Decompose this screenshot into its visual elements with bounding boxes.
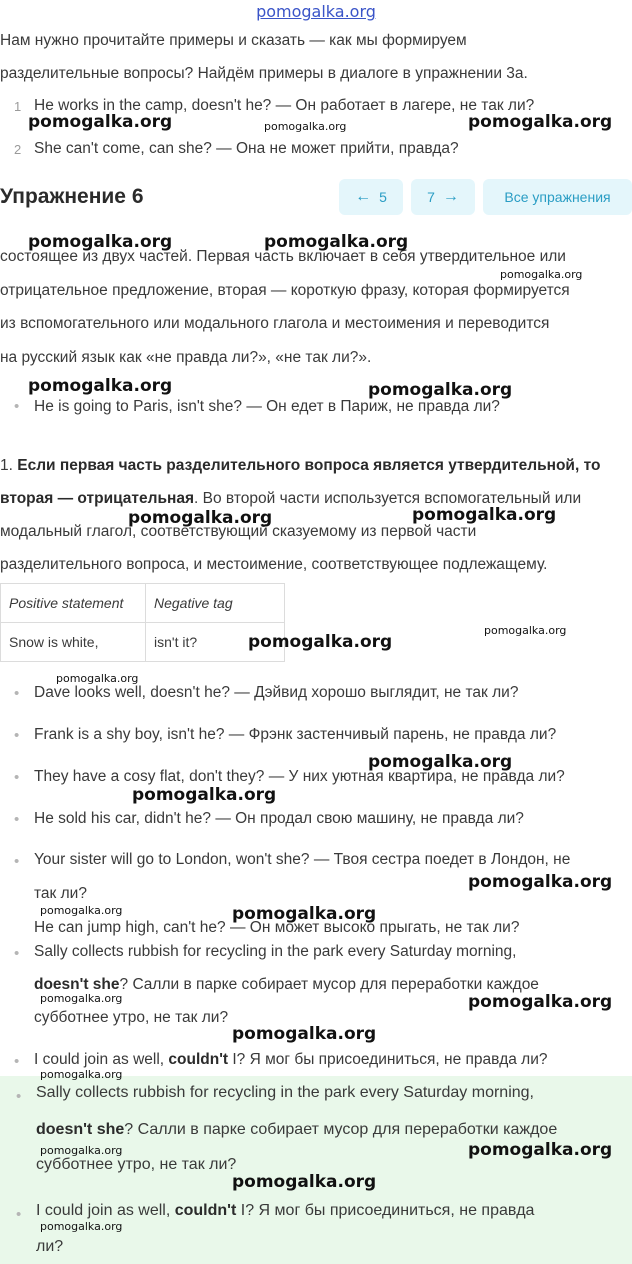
rule-text-2: . Во второй части используется вспомогательный или xyxy=(194,490,582,507)
rule-1-line-4: разделительного вопроса, и местоимение, соответствующее подлежащему. xyxy=(0,556,548,573)
watermark: pomogalka.org xyxy=(40,992,123,1005)
table-header-cell: Positive statement xyxy=(1,584,146,623)
answer-join-text: I could join as well, xyxy=(36,1202,175,1219)
table-header-cell: Negative tag xyxy=(146,584,285,623)
answer-join-tag: couldn't xyxy=(174,1202,237,1219)
watermark: pomogalka.org xyxy=(56,672,139,685)
watermark: pomogalka.org xyxy=(128,508,273,528)
example-number: 2 xyxy=(14,142,22,157)
watermark: pomogalka.org xyxy=(28,112,173,132)
list-item: Your sister will go to London, won't she? — Твоя сестра поедет в Лондон, не xyxy=(34,851,571,868)
watermark: pomogalka.org xyxy=(264,120,347,133)
theory-line-2: отрицательное предложение, вторая — короткую фразу, которая формируется xyxy=(0,282,570,299)
join-line xyxy=(34,1051,548,1069)
join-text: I could join as well, xyxy=(34,1051,169,1068)
bullet-icon: • xyxy=(14,398,20,415)
list-item: He sold his car, didn't he? — Он продал свою машину, не правда ли? xyxy=(34,810,524,827)
watermark: pomogalka.org xyxy=(500,268,583,281)
rule-bold-2: вторая — отрицательная xyxy=(0,490,195,507)
bullet-icon: • xyxy=(14,853,20,870)
watermark: pomogalka.org xyxy=(232,1024,377,1044)
watermark: pomogalka.org xyxy=(484,624,567,637)
intro-line-2: разделительные вопросы? Найдём примеры в диалоге в упражнении 3а. xyxy=(0,65,528,82)
answer-sally-line-3: субботнее утро, не так ли? xyxy=(36,1156,237,1173)
theory-line-1: состоящее из двух частей. Первая часть включает в себя утвердительное или xyxy=(0,248,566,265)
answer-join-translation: I? Я мог бы присоединиться, не правда xyxy=(236,1202,535,1219)
watermark: pomogalka.org xyxy=(468,872,613,892)
answer-box xyxy=(0,1076,632,1264)
watermark: pomogalka.org xyxy=(412,505,557,525)
watermark: pomogalka.org xyxy=(264,232,409,252)
theory-line-4: на русский язык как «не правда ли?», «не так ли?». xyxy=(0,349,372,366)
watermark: pomogalka.org xyxy=(28,376,173,396)
bullet-icon: • xyxy=(14,1053,20,1070)
all-exercises-label: Все упражнения xyxy=(504,189,611,205)
watermark: pomogalka.org xyxy=(232,904,377,924)
list-item: Frank is a shy boy, isn't he? — Фрэнк застенчивый парень, не правда ли? xyxy=(34,726,557,743)
answer-join-line-2: ли? xyxy=(36,1238,64,1255)
theory-example: He is going to Paris, isn't she? — Он едет в Париж, не правда ли? xyxy=(34,398,500,415)
watermark: pomogalka.org xyxy=(132,785,277,805)
table-header-row xyxy=(1,584,285,623)
all-exercises-button[interactable] xyxy=(483,179,632,215)
answer-join-line-1 xyxy=(36,1202,534,1220)
answer-sally-line-2 xyxy=(36,1121,557,1139)
bullet-icon: • xyxy=(16,1088,22,1105)
watermark: pomogalka.org xyxy=(40,904,123,917)
exercise-title: Упражнение 6 xyxy=(0,185,144,208)
next-exercise-label: 7 xyxy=(427,189,435,205)
table-cell: Snow is white, xyxy=(1,623,146,662)
bullet-icon: • xyxy=(14,769,20,786)
watermark: pomogalka.org xyxy=(468,112,613,132)
rule-1-line-1 xyxy=(0,457,600,475)
list-item: They have a cosy flat, don't they? — У них уютная квартира, не правда ли? xyxy=(34,768,565,785)
watermark: pomogalka.org xyxy=(368,752,513,772)
theory-line-3: из вспомогательного или модального глагола и местоимения и переводится xyxy=(0,315,550,332)
sally-line-3: субботнее утро, не так ли? xyxy=(34,1009,229,1026)
table-row xyxy=(1,623,285,662)
bullet-icon: • xyxy=(14,685,20,702)
rule-number: 1. xyxy=(0,457,13,474)
list-item: He can jump high, can't he? — Он может высоко прыгать, не так ли? xyxy=(34,919,520,936)
rule-bold-1: Если первая часть разделительного вопроса является утвердительной, то xyxy=(17,457,601,474)
bullet-icon: • xyxy=(14,811,20,828)
example-number: 1 xyxy=(14,99,22,114)
arrow-left-icon: ← xyxy=(355,188,372,205)
prev-exercise-button[interactable] xyxy=(339,179,403,215)
sally-translation: ? Салли в парке собирает мусор для переработки каждое xyxy=(119,976,539,993)
bullet-icon: • xyxy=(14,945,20,962)
list-item: Dave looks well, doesn't he? — Дэйвид хорошо выглядит, не так ли? xyxy=(34,684,519,701)
bullet-icon: • xyxy=(14,727,20,744)
list-item-continued: так ли? xyxy=(34,885,87,902)
sally-tag: doesn't she xyxy=(34,976,120,993)
answer-sally-tag: doesn't she xyxy=(36,1121,125,1138)
watermark: pomogalka.org xyxy=(468,1140,613,1160)
sally-line-1: Sally collects rubbish for recycling in the park every Saturday morning, xyxy=(34,943,517,960)
watermark: pomogalka.org xyxy=(40,1068,123,1081)
site-title[interactable]: pomogalka.org xyxy=(256,2,376,21)
answer-sally-translation: ? Салли в парке собирает мусор для переработки каждое xyxy=(124,1121,558,1138)
watermark: pomogalka.org xyxy=(248,632,393,652)
bullet-icon: • xyxy=(16,1206,22,1223)
tag-table xyxy=(0,583,285,662)
prev-exercise-label: 5 xyxy=(379,189,387,205)
rule-1-line-3: модальный глагол, соответствующий сказуемому из первой части xyxy=(0,523,477,540)
join-translation: I? Я мог бы присоединиться, не правда ли? xyxy=(228,1051,548,1068)
arrow-right-icon: → xyxy=(442,188,459,205)
intro-example-2: She can't come, can she? — Она не может прийти, правда? xyxy=(34,140,459,157)
next-exercise-button[interactable] xyxy=(411,179,475,215)
answer-sally-line-1: Sally collects rubbish for recycling in the park every Saturday morning, xyxy=(36,1084,534,1101)
watermark: pomogalka.org xyxy=(468,992,613,1012)
watermark: pomogalka.org xyxy=(40,1220,123,1233)
watermark: pomogalka.org xyxy=(232,1172,377,1192)
watermark: pomogalka.org xyxy=(368,380,513,400)
join-tag: couldn't xyxy=(168,1051,229,1068)
watermark: pomogalka.org xyxy=(28,232,173,252)
watermark: pomogalka.org xyxy=(40,1144,123,1157)
intro-line-1: Нам нужно прочитайте примеры и сказать — как мы формируем xyxy=(0,32,467,49)
table-cell: isn't it? xyxy=(146,623,285,662)
intro-example-1: He works in the camp, doesn't he? — Он работает в лагере, не так ли? xyxy=(34,97,535,114)
